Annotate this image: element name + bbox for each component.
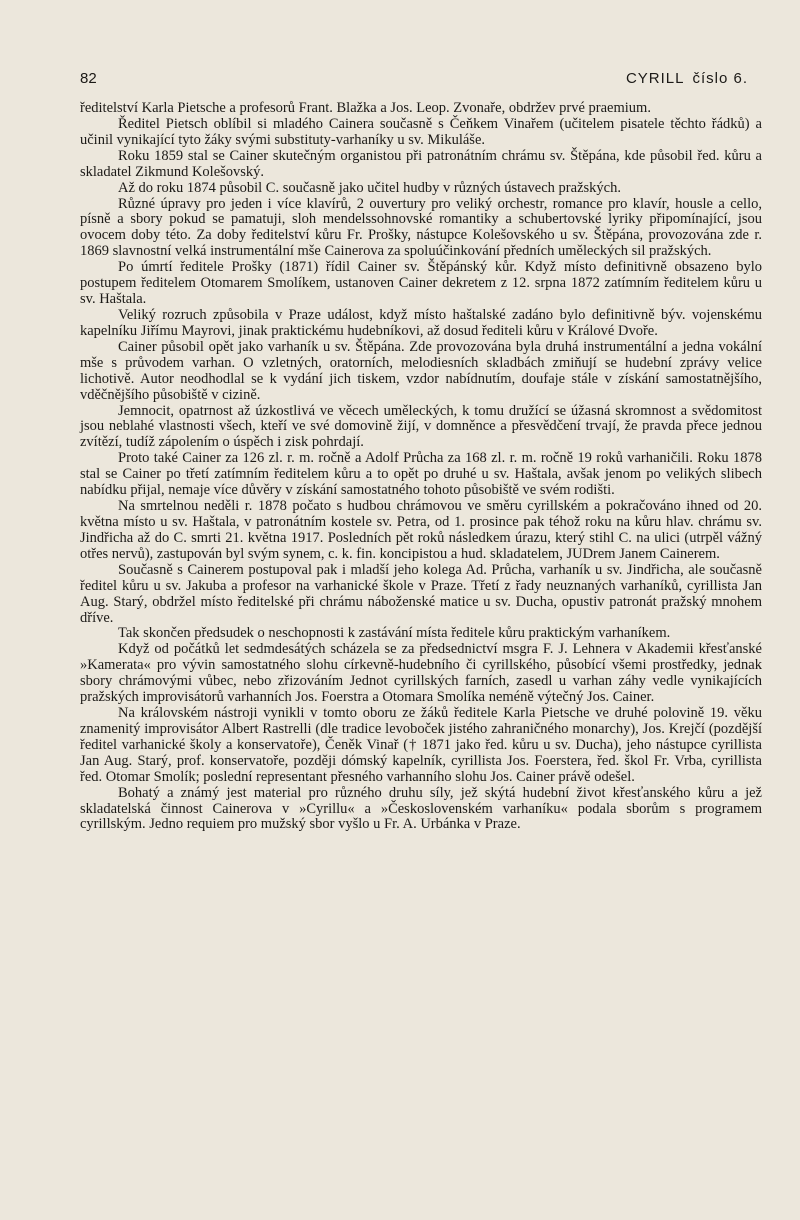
running-head <box>626 70 748 87</box>
page-number: 82 <box>80 70 97 87</box>
paragraph: Bohatý a známý jest material pro různého druhu síly, jež skýtá hudební život křesťanského kůru a jež skladatelská činnost Cainerova v »Cyrillu« a »Československém varhaníku« podala sborům s programem cyrillským. Jedno requiem pro mužský sbor vyšlo u Fr. A. Urbánka v Praze. <box>80 784 762 833</box>
paragraph: Roku 1859 stal se Cainer skutečným organistou při patronátním chrámu sv. Štěpána, kde působil řed. kůru a skladatel Zikmund Kolešovský. <box>80 147 762 180</box>
paragraph: ředitelství Karla Pietsche a profesorů Frant. Blažka a Jos. Leop. Zvonaře, obdržev prvé praemium. <box>80 100 651 116</box>
paragraph: Ředitel Pietsch oblíbil si mladého Cainera současně s Čeňkem Vinařem (učitelem pisatele těchto řádků) a učinil vynikající tyto žáky svými substituty-varhaníky u sv. Mikuláše. <box>80 115 762 148</box>
paragraph: Tak skončen předsudek o neschopnosti k zastávání místa ředitele kůru praktickým varhaníkem. <box>118 625 671 642</box>
journal-title: CYRILL <box>625 70 685 87</box>
paragraph: Cainer působil opět jako varhaník u sv. Štěpána. Zde provozována byla druhá instrumentální a jedna vokální mše s průvodem varhan. O vzletných, oratorních, melodiesních skladbách zmiňují se hudební zprávy velice lichotivě. Autor neodhodlal se k vydání jich tiskem, vzdor nabídnutím, doufaje stále v získání samostatnějšího, vděčnějšího působiště v cizině. <box>80 338 762 403</box>
paragraph: Různé úpravy pro jeden i více klavírů, 2 ouvertury pro veliký orchestr, romance pro klavír, housle a cello, písně a sbory pokud se pamatuji, sloh mendelssohnovské romantiky a schubertovské lyriky připomínající, jsou ovocem doby této. Za doby ředitelství kůru Fr. Prošky, nástupce Kolešovského u sv. Štěpána, provozována zde r. 1869 slavnostní velká instrumentální mše Cainerova za spoluúčinkování předních uměleckých sil pražských. <box>80 195 762 260</box>
paragraph: Až do roku 1874 působil C. současně jako učitel hudby v různých ústavech pražských. <box>118 179 621 196</box>
paragraph: Jemnocit, opatrnost až úzkostlivá ve věcech uměleckých, k tomu družící se úžasná skromnost a svědomitost jsou neblahé vlastnosti všech, kteří ve své domovině žijí, v domněnce a přesvědčení trvají, že pravda přece jednou zvítězí, tudíž zápolením o úspěch i zisk pohrdají. <box>80 402 762 451</box>
paragraph: Veliký rozruch způsobila v Praze událost, když místo haštalské zadáno bylo definitivně býv. vojenskému kapelníku Jiřímu Mayrovi, jinak praktickému hudebníkovi, až dosud řediteli kůru v Králové Dvoře. <box>80 306 762 339</box>
article-body <box>80 101 762 833</box>
paragraph: Po úmrtí ředitele Prošky (1871) řídil Cainer sv. Štěpánský kůr. Když místo definitivně obsazeno bylo postupem ředitelem Otomarem Smolíkem, ustanoven Cainer dekretem z 12. srpna 1872 zatímním ředitelem kůru u sv. Haštala. <box>80 259 762 308</box>
paragraph: Když od počátků let sedmdesátých scházela se za předsednictví msgra F. J. Lehnera v Akademii křesťanské »Kamerata« pro vývin samostatného slohu církevně-hudebního či cyrillského, působící všemi prostředky, jednak sbory chrámovými vůbec, nebo zřizováním Jednot cyrillských farních, zasedl u varhan záhy vedle vynikajících pražských improvisátorů varhanních Jos. Foerstra a Otomara Smolíka neméně výtečný Jos. Cainer. <box>80 641 762 706</box>
paragraph: Na smrtelnou neděli r. 1878 počato s hudbou chrámovou ve směru cyrillském a pokračováno ihned od 20. května místo u sv. Haštala, v patronátním kostele sv. Petra, od 1. prosince pak téhož roku na kůru hlav. chrámu sv. Jindřicha až do C. smrti 21. května 1917. Posledních pět roků následkem úrazu, který stihl C. na ulici (utrpěl vážný otřes nervů), zastupován byl svým synem, c. k. fin. koncipistou a hud. skladatelem, JUDrem Janem Cainerem. <box>80 498 762 562</box>
paragraph: Proto také Cainer za 126 zl. r. m. ročně a Adolf Průcha za 168 zl. r. m. ročně 19 roků varhaničili. Roku 1878 stal se Cainer po třetí zatímním ředitelem kůru a to opět po druhé u sv. Haštala, avšak jenom po velikých slibech nabídku přijal, nemaje více důvěry v získání samostatného tohoto působiště ve svém rodišti. <box>80 450 762 499</box>
paragraph: Současně s Cainerem postupoval pak i mladší jeho kolega Ad. Průcha, varhaník u sv. Jindřicha, ale současně ředitel kůru u sv. Jakuba a profesor na varhanické škole v Praze. Třetí z řady neuznaných varhaníků, cyrillista Jan Aug. Starý, obdržel místo ředitelské při chrámu náboženské matice u sv. Ducha, opustiv patronát pražský mnohem dříve. <box>80 561 762 626</box>
page-header <box>80 70 762 87</box>
paragraph: Na královském nástroji vynikli v tomto oboru ze žáků ředitele Karla Pietsche ve druhé polovině 19. věku znamenitý improvisátor Albert Rastrelli (dle tradice levoboček jistého zahraničného monarchy), Jos. Krejčí (pozdější ředitel varhanické školy a konservatoře), Čeněk Vinař († 1871 jako řed. kůru u sv. Ducha), jeho nástupce cyrillista Jan Aug. Starý, prof. konservatoře, později dómský kapelník, cyrillista Jos. Foerstera, řed. škol Fr. Vrba, cyrillista řed. Otomar Smolík; poslední representant přesného varhanního slohu Jos. Cainer právě odešel. <box>80 705 762 785</box>
issue-number: číslo 6. <box>692 70 748 87</box>
